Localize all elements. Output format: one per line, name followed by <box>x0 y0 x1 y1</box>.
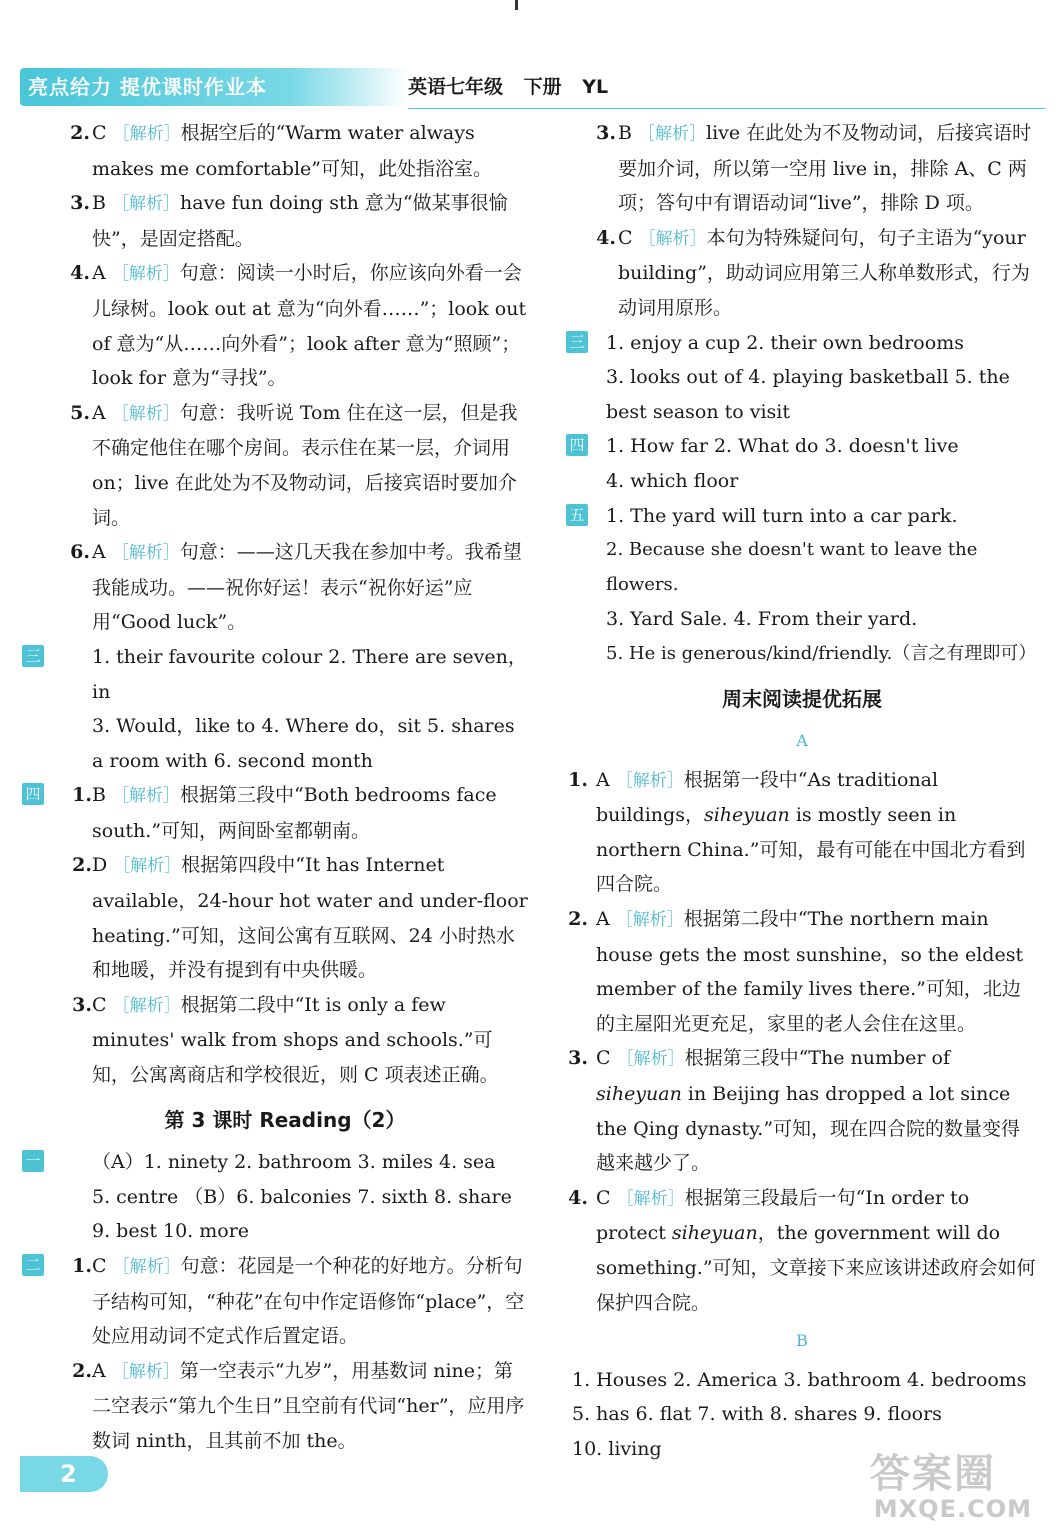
analysis-italic-term: siheyuan <box>671 1222 758 1245</box>
section-five-answers <box>566 499 1038 672</box>
question-number: 3. <box>70 192 90 215</box>
top-crop-mark <box>515 0 518 10</box>
answer-line: 1. their favourite colour 2. There are seven，in <box>92 645 527 703</box>
answer-option: A <box>92 1359 106 1382</box>
page-number: 2 <box>20 1456 108 1492</box>
question-number: 4. <box>596 226 616 249</box>
answer-line: 1. How far 2. What do 3. doesn't live <box>606 435 959 458</box>
answer-option: A <box>92 541 106 564</box>
section-one-answers <box>25 1145 530 1249</box>
analysis-label: ［解析］ <box>111 543 180 564</box>
question-number: 5. <box>70 401 90 424</box>
section-one-icon: 一 <box>22 1150 44 1172</box>
answer-item <box>72 988 530 1093</box>
answer-line: 5. He is generous/kind/friendly.（言之有理即可） <box>606 642 1037 664</box>
watermark-url: MXQE.COM <box>873 1495 1032 1523</box>
analysis-text: have fun doing sth 意为“做某事很愉快”，是固定搭配。 <box>92 192 508 250</box>
question-number: 3. <box>596 122 616 144</box>
answer-option: A <box>596 768 610 791</box>
section-two-answers <box>25 1249 530 1459</box>
answer-line: best season to visit <box>606 400 791 423</box>
answer-line: 1. enjoy a cup 2. their own bedrooms <box>606 331 964 354</box>
answer-line: （A）1. ninety 2. bathroom 3. miles 4. sea <box>92 1151 496 1174</box>
answer-option: C <box>618 226 633 249</box>
answer-item <box>566 1041 1038 1180</box>
analysis-label: ［解析］ <box>111 403 180 424</box>
analysis-label: ［解析］ <box>112 1257 181 1277</box>
section-four-icon: 四 <box>22 783 44 805</box>
watermark-text: 答案圈 <box>870 1451 996 1497</box>
question-number: 4. <box>70 262 90 285</box>
answer-item <box>72 848 530 987</box>
analysis-text: 根据第一段中“As traditional buildings， <box>596 768 939 827</box>
answer-item <box>566 1181 1038 1320</box>
question-number: 6. <box>70 541 90 564</box>
answer-option: B <box>92 192 106 215</box>
analysis-italic-term: siheyuan <box>703 804 790 827</box>
analysis-text: 第一空表示“九岁”，用基数词 nine；第二空表示“第九个生日”且空前有代词“her”，应用序数词 ninth，且其前不加 the。 <box>92 1359 525 1452</box>
left-column <box>25 116 530 1459</box>
answer-option: C <box>92 993 107 1016</box>
analysis-label: ［解析］ <box>112 194 181 215</box>
answer-item <box>72 1249 530 1354</box>
answer-line: 3. Would，like to 4. Where do，sit 5. shares <box>92 715 515 738</box>
analysis-text: live 在此处为不及物动词，后接宾语时要加介词，所以第一空用 live in，排除 A、C 两项；答句中有谓语动词“live”，排除 D 项。 <box>618 122 1032 215</box>
question-number: 3. <box>568 1047 588 1070</box>
analysis-text: 根据第三段中“The number of <box>684 1047 950 1070</box>
question-number: 2. <box>568 908 588 931</box>
section-three-answers <box>566 326 1038 430</box>
part-b-letter: B <box>796 1331 808 1351</box>
answer-option: A <box>92 401 106 424</box>
analysis-text: 句意：花园是一个种花的好地方。分析句子结构可知，“种花”在句中作定语修饰“place”，空处应用动词不定式作后置定语。 <box>92 1255 525 1348</box>
answer-line: a room with 6. second month <box>92 749 373 772</box>
analysis-text: 句意：——这几天我在参加中考。我希望我能成功。——祝你好运！表示“祝你好运”应用“Good luck”。 <box>92 541 522 634</box>
analysis-label: ［解析］ <box>615 770 684 791</box>
question-number: 2. <box>70 122 90 144</box>
question-number: 2. <box>72 854 92 877</box>
analysis-label: ［解析］ <box>638 228 707 249</box>
brand-banner: 亮点给力 提优课时作业本 <box>20 68 408 106</box>
answer-item <box>40 396 530 535</box>
book-info: 英语七年级 下册 YL <box>408 76 609 98</box>
watermark-logo <box>870 1452 1040 1522</box>
answer-line: 1. The yard will turn into a car park. <box>606 504 958 527</box>
answer-option: D <box>92 854 108 877</box>
analysis-label: ［解析］ <box>616 1188 685 1209</box>
answer-line: 1. Houses 2. America 3. bathroom 4. bedrooms <box>572 1368 1027 1391</box>
answer-option: A <box>92 262 106 285</box>
header-divider <box>408 108 1045 109</box>
answer-item <box>566 902 1038 1041</box>
analysis-text: 根据第三段中“Both bedrooms face south.”可知，两间卧室都朝南。 <box>92 784 497 842</box>
answer-option: A <box>596 908 610 931</box>
answer-line: 3. Yard Sale. 4. From their yard. <box>606 608 918 631</box>
section-three-icon: 三 <box>566 331 588 353</box>
answer-line: 2. Because she doesn't want to leave the flowers. <box>606 539 978 595</box>
answer-item <box>566 763 1038 902</box>
answer-option: C <box>596 1186 611 1209</box>
section-three-icon: 三 <box>22 645 44 667</box>
answer-option: B <box>92 784 106 807</box>
analysis-text: 句意：我听说 Tom 住在这一层，但是我不确定他住在哪个房间。表示住在某一层，介词用 on；live 在此处为不及物动词，后接宾语时要加介词。 <box>92 401 518 529</box>
answer-line: 3. looks out of 4. playing basketball 5. the <box>606 366 1010 389</box>
analysis-text: 根据空后的“Warm water always makes me comfortable”可知，此处指浴室。 <box>92 122 493 180</box>
section-five-icon: 五 <box>566 504 588 526</box>
analysis-label: ［解析］ <box>616 1049 685 1070</box>
section-three-answers <box>25 640 530 778</box>
analysis-label: ［解析］ <box>638 124 707 144</box>
question-number: 2. <box>72 1359 92 1382</box>
answer-option: C <box>92 1255 107 1277</box>
lesson-title: 第 3 课时 Reading（2） <box>164 1107 406 1132</box>
answer-option: B <box>618 122 632 144</box>
analysis-label: ［解析］ <box>111 1361 180 1382</box>
answer-line: 9. best 10. more <box>92 1220 250 1243</box>
analysis-label: ［解析］ <box>112 995 181 1016</box>
analysis-text: ，the government will do something.”可知，文章接下来应该讲述政府会如何保护四合院。 <box>596 1222 1036 1314</box>
analysis-label: ［解析］ <box>111 264 180 285</box>
answer-line: 5. centre （B）6. balconies 7. sixth 8. share <box>92 1185 512 1208</box>
analysis-label: ［解析］ <box>113 856 182 877</box>
section-four-icon: 四 <box>566 434 588 456</box>
section-two-icon: 二 <box>22 1254 44 1276</box>
analysis-text: 根据第二段中“The northern main house gets the most sunshine，so the eldest member of the family lives there.”可知，北边的主屋阳光更充足，家里的老人会住在这里。 <box>596 908 1024 1035</box>
analysis-text: 根据第二段中“It is only a few minutes' walk from shops and schools.”可知，公寓离商店和学校很近，则 C 项表述正确。 <box>92 993 499 1087</box>
section-four-answers <box>25 778 530 1092</box>
answer-line: 5. has 6. flat 7. with 8. shares 9. floors <box>572 1403 942 1426</box>
analysis-text: 句意：阅读一小时后，你应该向外看一会儿绿树。look out at 意为“向外看……”；look out of 意为“从……向外看”；look after 意为“照顾”；look for 意为“寻找”。 <box>92 262 527 390</box>
weekend-reading-title: 周末阅读提优拓展 <box>722 686 882 711</box>
analysis-label: ［解析］ <box>112 786 181 807</box>
question-number: 1. <box>568 768 588 791</box>
question-number: 1. <box>72 1255 92 1277</box>
analysis-text: 根据第四段中“It has Internet available，24-hour hot water and under-floor heating.”可知，这间公寓有互联网、24 小时热水和地暖，并没有提到有中央供暖。 <box>92 854 528 982</box>
answer-item <box>566 116 1038 221</box>
analysis-text: 根据第三段最后一句“In order to protect <box>596 1186 970 1245</box>
analysis-text: in Beijing has dropped a lot since the Qing dynasty.”可知，现在四合院的数量变得越来越少了。 <box>596 1083 1021 1175</box>
right-column <box>566 116 1038 1467</box>
answer-item <box>566 221 1038 326</box>
question-number: 4. <box>568 1186 588 1209</box>
answer-line: 10. living <box>572 1437 662 1460</box>
section-four-answers <box>566 429 1038 498</box>
answer-item <box>72 1354 530 1459</box>
analysis-text: 本句为特殊疑问句，句子主语为“your building”，助动词应用第三人称单数形式，行为动词用原形。 <box>618 226 1030 319</box>
answer-item <box>72 778 530 848</box>
analysis-text: is mostly seen in northern China.”可知，最有可能在中国北方看到四合院。 <box>596 804 1026 896</box>
analysis-label: ［解析］ <box>112 124 181 144</box>
answer-item <box>40 186 530 256</box>
answer-option: C <box>596 1047 611 1070</box>
analysis-label: ［解析］ <box>615 910 684 931</box>
question-number: 3. <box>72 993 92 1016</box>
answer-option: C <box>92 122 107 144</box>
page-header <box>20 68 1045 106</box>
part-a-letter: A <box>796 731 808 751</box>
answer-line: 4. which floor <box>606 469 739 492</box>
question-number: 1. <box>72 784 92 807</box>
answer-item <box>40 535 530 640</box>
answer-item <box>40 116 530 186</box>
analysis-italic-term: siheyuan <box>596 1083 682 1106</box>
answer-item <box>40 256 530 395</box>
